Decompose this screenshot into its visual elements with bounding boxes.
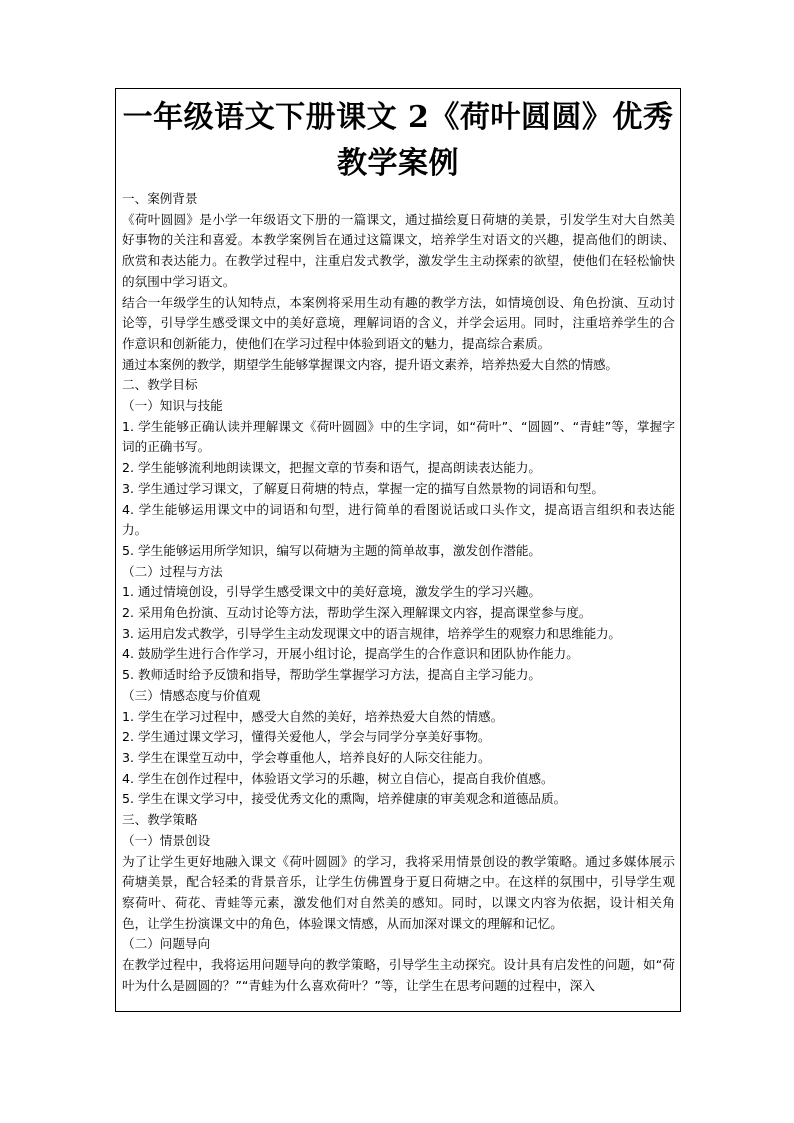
subsection-heading: （二）过程与方法 bbox=[122, 563, 223, 579]
list-item: 5. 学生能够运用所学知识，编写以荷塘为主题的简单故事，激发创作潜能。 bbox=[122, 542, 542, 558]
subsection-heading: （一）知识与技能 bbox=[122, 398, 223, 414]
paragraph: 为了让学生更好地融入课文《荷叶圆圆》的学习，我将采用情景创设的教学策略。通过多媒体展示荷塘美景，配合轻柔的背景音乐，让学生仿佛置身于夏日荷塘之中。在这样的氛围中，引导学生观察荷叶、荷花、青蛙等元素，激发他们对自然美的感知。同时，以课文内容为依据，设计相关角色，让学生扮演课文中的角色，体验课文情感，从而加深对课文的理解和记忆。 bbox=[122, 853, 675, 931]
document-frame bbox=[115, 88, 681, 1012]
list-item: 5. 教师适时给予反馈和指导，帮助学生掌握学习方法，提高自主学习能力。 bbox=[122, 667, 542, 683]
list-item: 5. 学生在课文学习中，接受优秀文化的熏陶，培养健康的审美观念和道德品质。 bbox=[122, 791, 567, 807]
document-body bbox=[116, 189, 680, 996]
list-item: 3. 学生在课堂互动中，学会尊重他人，培养良好的人际交往能力。 bbox=[122, 749, 491, 765]
list-item: 4. 鼓励学生进行合作学习，开展小组讨论，提高学生的合作意识和团队协作能力。 bbox=[122, 646, 579, 662]
paragraph: 结合一年级学生的认知特点，本案例将采用生动有趣的教学方法，如情境创设、角色扮演、互动讨论等，引导学生感受课文中的美好意境，理解词语的含义，并学会运用。同时，注重培养学生的合作意识和创新能力，使他们在学习过程中体验到语文的魅力，提高综合素质。 bbox=[122, 294, 675, 351]
list-item: 4. 学生能够运用课文中的词语和句型，进行简单的看图说话或口头作文，提高语言组织和表达能力。 bbox=[122, 501, 675, 538]
list-item: 3. 学生通过学习课文，了解夏日荷塘的特点，掌握一定的描写自然景物的词语和句型。 bbox=[122, 480, 604, 496]
paragraph: 通过本案例的教学，期望学生能够掌握课文内容，提升语文素养，培养热爱大自然的情感。 bbox=[122, 356, 618, 372]
list-item: 1. 学生能够正确认读并理解课文《荷叶圆圆》中的生字词，如“荷叶”、“圆圆”、“青蛙”等，掌握字词的正确书写。 bbox=[122, 418, 675, 455]
section-heading: 三、教学策略 bbox=[122, 812, 198, 828]
section-heading: 一、案例背景 bbox=[122, 191, 198, 206]
list-item: 3. 运用启发式教学，引导学生主动发现课文中的语言规律，培养学生的观察力和思维能力。 bbox=[122, 625, 621, 641]
list-item: 2. 采用角色扮演、互动讨论等方法，帮助学生深入理解课文内容，提高课堂参与度。 bbox=[122, 605, 592, 621]
section-heading: 二、教学目标 bbox=[122, 377, 198, 393]
subsection-heading: （二）问题导向 bbox=[122, 936, 211, 952]
paragraph: 在教学过程中，我将运用问题导向的教学策略，引导学生主动探究。设计具有启发性的问题，如“荷叶为什么是圆圆的？”“青蛙为什么喜欢荷叶？”等，让学生在思考问题的过程中，深入 bbox=[122, 957, 675, 993]
subsection-heading: （一）情景创设 bbox=[122, 832, 211, 848]
list-item: 2. 学生能够流利地朗读课文，把握文章的节奏和语气，提高朗读表达能力。 bbox=[122, 460, 542, 476]
list-item: 1. 通过情境创设，引导学生感受课文中的美好意境，激发学生的学习兴趣。 bbox=[122, 584, 542, 600]
list-item: 4. 学生在创作过程中，体验语文学习的乐趣，树立自信心，提高自我价值感。 bbox=[122, 770, 554, 786]
list-item: 2. 学生通过课文学习，懂得关爱他人，学会与同学分享美好事物。 bbox=[122, 729, 491, 745]
document-title: 一年级语文下册课文 2《荷叶圆圆》优秀教学案例 bbox=[122, 100, 674, 181]
subsection-heading: （三）情感态度与价值观 bbox=[122, 687, 261, 703]
list-item: 1. 学生在学习过程中，感受大自然的美好，培养热爱大自然的情感。 bbox=[122, 708, 504, 724]
paragraph: 《荷叶圆圆》是小学一年级语文下册的一篇课文，通过描绘夏日荷塘的美景，引发学生对大自然美好事物的关注和喜爱。本教学案例旨在通过这篇课文，培养学生对语文的兴趣，提高他们的朗读、欣赏和表达能力。在教学过程中，注重启发式教学，激发学生主动探索的欲望，使他们在轻松愉快的氛围中学习语文。 bbox=[122, 211, 675, 289]
